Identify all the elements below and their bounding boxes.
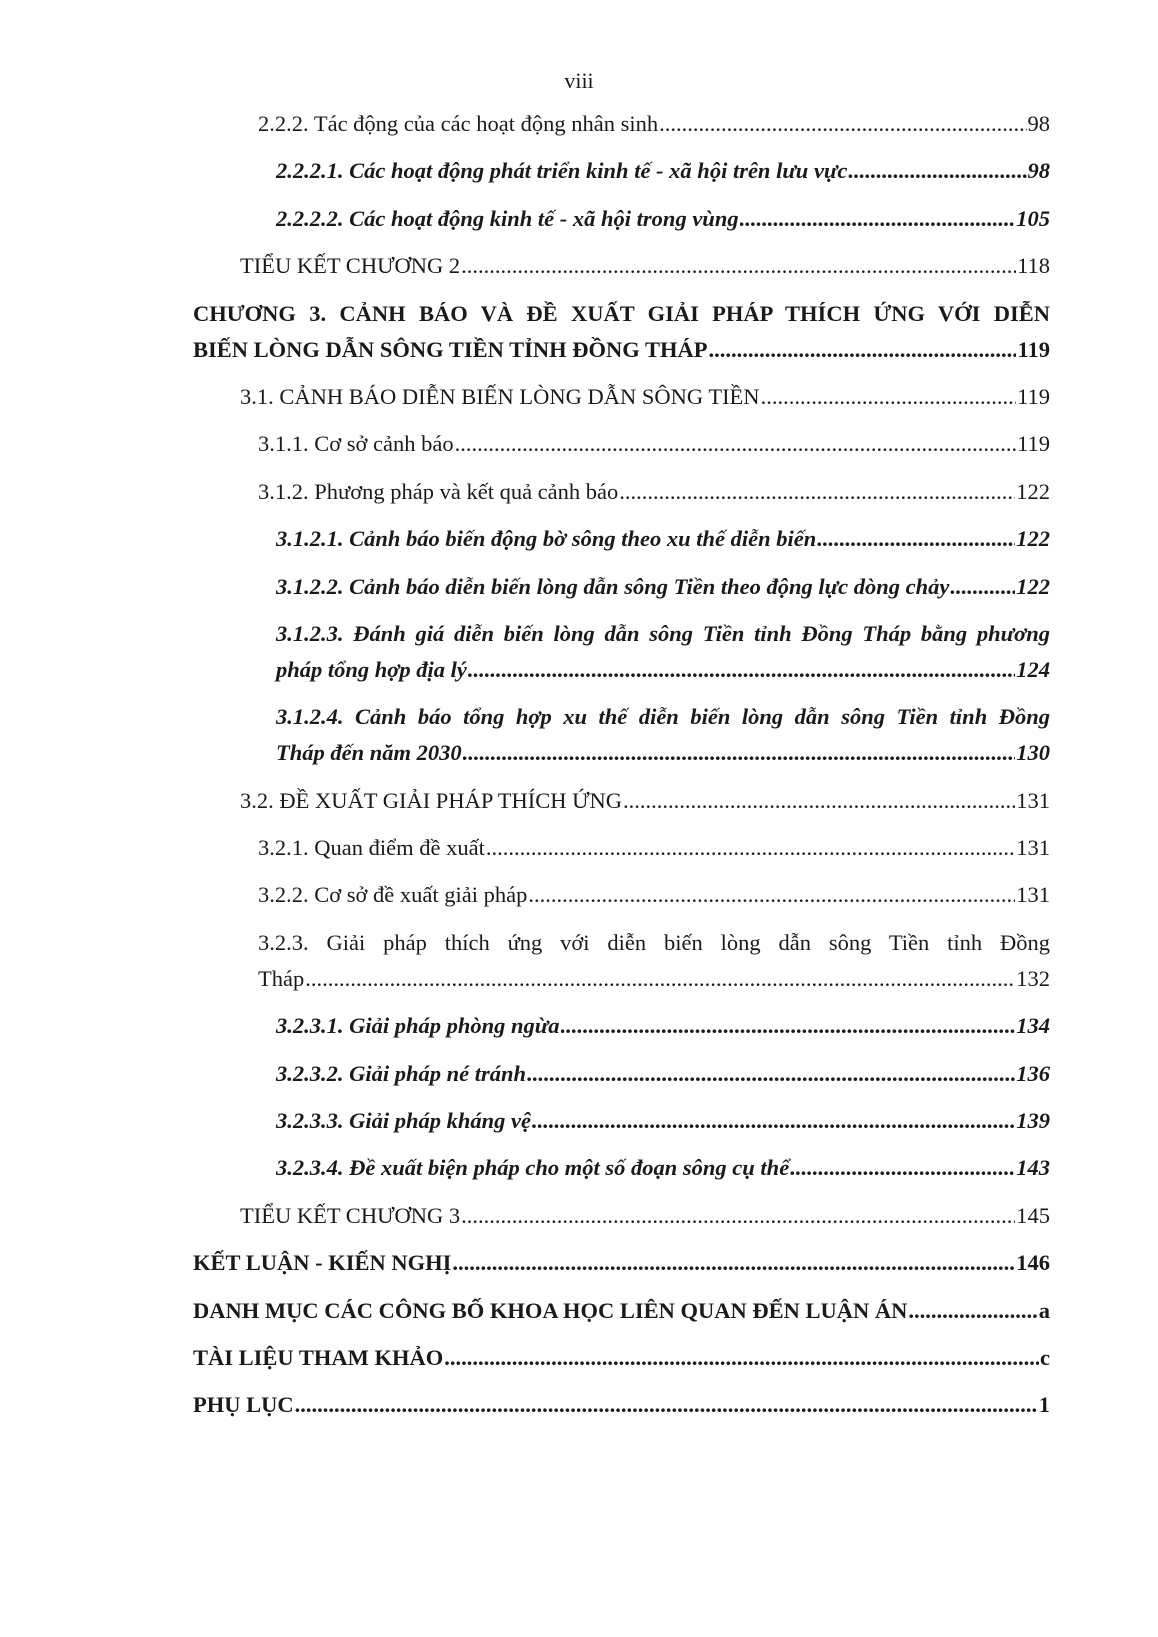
dot-leader bbox=[528, 877, 1015, 913]
dot-leader bbox=[461, 1198, 1015, 1234]
toc-entry[interactable] bbox=[193, 830, 1050, 866]
dot-leader bbox=[561, 1008, 1016, 1044]
toc-entry[interactable] bbox=[193, 248, 1050, 284]
toc-entry-title: 3.2.3.2. Giải pháp né tránh bbox=[276, 1060, 527, 1086]
toc-entry[interactable] bbox=[193, 296, 1050, 368]
toc-entry[interactable] bbox=[193, 153, 1050, 189]
toc-entry[interactable] bbox=[193, 783, 1050, 819]
toc-entry-page: 119 bbox=[1017, 336, 1050, 362]
dot-leader bbox=[817, 521, 1015, 557]
dot-leader bbox=[455, 426, 1016, 462]
toc-entry-title: 3.2.3.1. Giải pháp phòng ngừa bbox=[276, 1013, 560, 1039]
toc-entry-title-line1: CHƯƠNG 3. CẢNH BÁO VÀ ĐỀ XUẤT GIẢI PHÁP THÍCH ỨNG VỚI DIỄN bbox=[193, 300, 1050, 326]
toc-entry[interactable] bbox=[193, 521, 1050, 557]
dot-leader bbox=[305, 961, 1015, 997]
dot-leader bbox=[761, 379, 1017, 415]
toc-entry-page: 145 bbox=[1016, 1202, 1050, 1228]
toc-entry-title: 3.1. CẢNH BÁO DIỄN BIẾN LÒNG DẪN SÔNG TIỀN bbox=[240, 383, 760, 409]
toc-entry-title: TÀI LIỆU THAM KHẢO bbox=[193, 1344, 444, 1370]
dot-leader bbox=[619, 474, 1015, 510]
toc-entry-title: 3.2. ĐỀ XUẤT GIẢI PHÁP THÍCH ỨNG bbox=[240, 787, 623, 813]
toc-entry-title: 3.2.1. Quan điểm đề xuất bbox=[258, 835, 485, 861]
toc-entry-page: 105 bbox=[1016, 205, 1050, 231]
toc-entry-title-line1: 3.1.2.3. Đánh giá diễn biến lòng dẫn sông Tiền tỉnh Đồng Tháp bằng phương bbox=[276, 620, 1050, 646]
dot-leader bbox=[452, 1245, 1015, 1281]
toc-entry-page: 134 bbox=[1016, 1013, 1050, 1039]
toc-entry[interactable] bbox=[193, 474, 1050, 510]
toc-entry-page: 122 bbox=[1016, 478, 1050, 504]
dot-leader bbox=[740, 201, 1016, 237]
toc-entry[interactable] bbox=[193, 1293, 1050, 1329]
toc-entry-title: PHỤ LỤC bbox=[193, 1392, 294, 1418]
toc-entry-title: 3.1.2.1. Cảnh báo biến động bờ sông theo xu thế diễn biến bbox=[276, 526, 817, 552]
dot-leader bbox=[468, 652, 1015, 688]
toc-entry-title: 3.1.2.2. Cảnh báo diễn biến lòng dẫn sông Tiền theo động lực dòng chảy bbox=[276, 573, 950, 599]
toc-entry[interactable] bbox=[193, 569, 1050, 605]
toc-entry-title: TIỂU KẾT CHƯƠNG 2 bbox=[240, 253, 461, 279]
dot-leader bbox=[623, 783, 1015, 819]
toc-entry-page: 131 bbox=[1016, 835, 1050, 861]
dot-leader bbox=[461, 248, 1016, 284]
toc-entry-page: 1 bbox=[1038, 1392, 1050, 1418]
toc-entry[interactable] bbox=[193, 1198, 1050, 1234]
toc-entry-title-line1: 3.2.3. Giải pháp thích ứng với diễn biến lòng dẫn sông Tiền tỉnh Đồng bbox=[258, 929, 1050, 955]
toc-entry[interactable] bbox=[193, 201, 1050, 237]
toc-entry[interactable] bbox=[193, 1103, 1050, 1139]
dot-leader bbox=[659, 106, 1026, 142]
toc-entry-page: c bbox=[1040, 1344, 1050, 1370]
toc-entry-title: 3.2.3.4. Đề xuất biện pháp cho một số đoạn sông cụ thể bbox=[276, 1155, 790, 1181]
toc-entry[interactable] bbox=[193, 426, 1050, 462]
toc-entry-title-line1: 3.1.2.4. Cảnh báo tổng hợp xu thế diễn biến lòng dẫn sông Tiền tỉnh Đồng bbox=[276, 704, 1050, 730]
toc-entry-page: 122 bbox=[1016, 526, 1050, 552]
dot-leader bbox=[790, 1150, 1015, 1186]
dot-leader bbox=[486, 830, 1015, 866]
toc-entry[interactable] bbox=[193, 1056, 1050, 1092]
toc-entry[interactable] bbox=[193, 616, 1050, 688]
toc-entry[interactable] bbox=[193, 925, 1050, 997]
toc-entry-title: BIẾN LÒNG DẪN SÔNG TIỀN TỈNH ĐỒNG THÁP bbox=[193, 336, 708, 362]
toc-entry-page: 139 bbox=[1016, 1108, 1050, 1134]
dot-leader bbox=[295, 1387, 1038, 1423]
toc-entry-page: 98 bbox=[1027, 111, 1050, 136]
toc-entry-title: 2.2.2.2. Các hoạt động kinh tế - xã hội trong vùng bbox=[276, 205, 739, 231]
toc-entry[interactable] bbox=[193, 1340, 1050, 1376]
toc-entry-page: 131 bbox=[1016, 882, 1050, 908]
toc-entry-page: 119 bbox=[1017, 431, 1050, 457]
toc-entry-title: 3.2.3.3. Giải pháp kháng vệ bbox=[276, 1108, 532, 1134]
toc-entry-page: 131 bbox=[1016, 787, 1050, 813]
dot-leader bbox=[532, 1103, 1015, 1139]
toc-entry-page: 98 bbox=[1027, 158, 1050, 184]
toc-entry-title: 3.1.2. Phương pháp và kết quả cảnh báo bbox=[258, 478, 619, 504]
dot-leader bbox=[908, 1293, 1037, 1329]
toc-entry-page: 132 bbox=[1016, 965, 1050, 991]
toc-entry[interactable] bbox=[193, 1245, 1050, 1281]
toc-entry[interactable] bbox=[193, 1008, 1050, 1044]
page-number: viii bbox=[564, 68, 594, 93]
toc-entry-title: 2.2.2.1. Các hoạt động phát triển kinh tế - xã hội trên lưu vực bbox=[276, 158, 848, 184]
dot-leader bbox=[463, 735, 1016, 771]
toc-entry-title: 3.2.2. Cơ sở đề xuất giải pháp bbox=[258, 882, 528, 908]
toc-entry-title: DANH MỤC CÁC CÔNG BỐ KHOA HỌC LIÊN QUAN ĐẾN LUẬN ÁN bbox=[193, 1297, 908, 1323]
toc-entry-title: pháp tổng hợp địa lý bbox=[276, 656, 467, 682]
toc-entry-page: a bbox=[1038, 1297, 1050, 1323]
toc-entry[interactable] bbox=[193, 1387, 1050, 1423]
toc-entry-title: TIỂU KẾT CHƯƠNG 3 bbox=[240, 1202, 461, 1228]
dot-leader bbox=[950, 569, 1015, 605]
toc-entry-page: 118 bbox=[1017, 253, 1050, 279]
toc-entry[interactable] bbox=[193, 877, 1050, 913]
toc-entry-page: 122 bbox=[1016, 573, 1050, 599]
toc-entry[interactable] bbox=[193, 1150, 1050, 1186]
toc-entry-page: 143 bbox=[1016, 1155, 1050, 1181]
toc-entry-title: Tháp đến năm 2030 bbox=[276, 740, 462, 766]
dot-leader bbox=[444, 1340, 1039, 1376]
dot-leader bbox=[708, 332, 1016, 368]
toc-entry[interactable] bbox=[193, 106, 1050, 142]
toc-entry-page: 146 bbox=[1016, 1250, 1050, 1276]
toc-entry-page: 119 bbox=[1017, 383, 1050, 409]
dot-leader bbox=[848, 153, 1026, 189]
toc-entry-page: 124 bbox=[1016, 656, 1050, 682]
dot-leader bbox=[527, 1056, 1015, 1092]
toc-entry[interactable] bbox=[193, 699, 1050, 771]
toc-entry-title: Tháp bbox=[258, 965, 305, 991]
toc-entry[interactable] bbox=[193, 379, 1050, 415]
table-of-contents bbox=[193, 106, 1050, 1435]
toc-entry-page: 130 bbox=[1016, 740, 1050, 766]
toc-entry-page: 136 bbox=[1016, 1060, 1050, 1086]
toc-entry-title: 3.1.1. Cơ sở cảnh báo bbox=[258, 431, 454, 457]
toc-entry-title: 2.2.2. Tác động của các hoạt động nhân sinh bbox=[258, 111, 659, 136]
toc-entry-title: KẾT LUẬN - KIẾN NGHỊ bbox=[193, 1250, 452, 1276]
